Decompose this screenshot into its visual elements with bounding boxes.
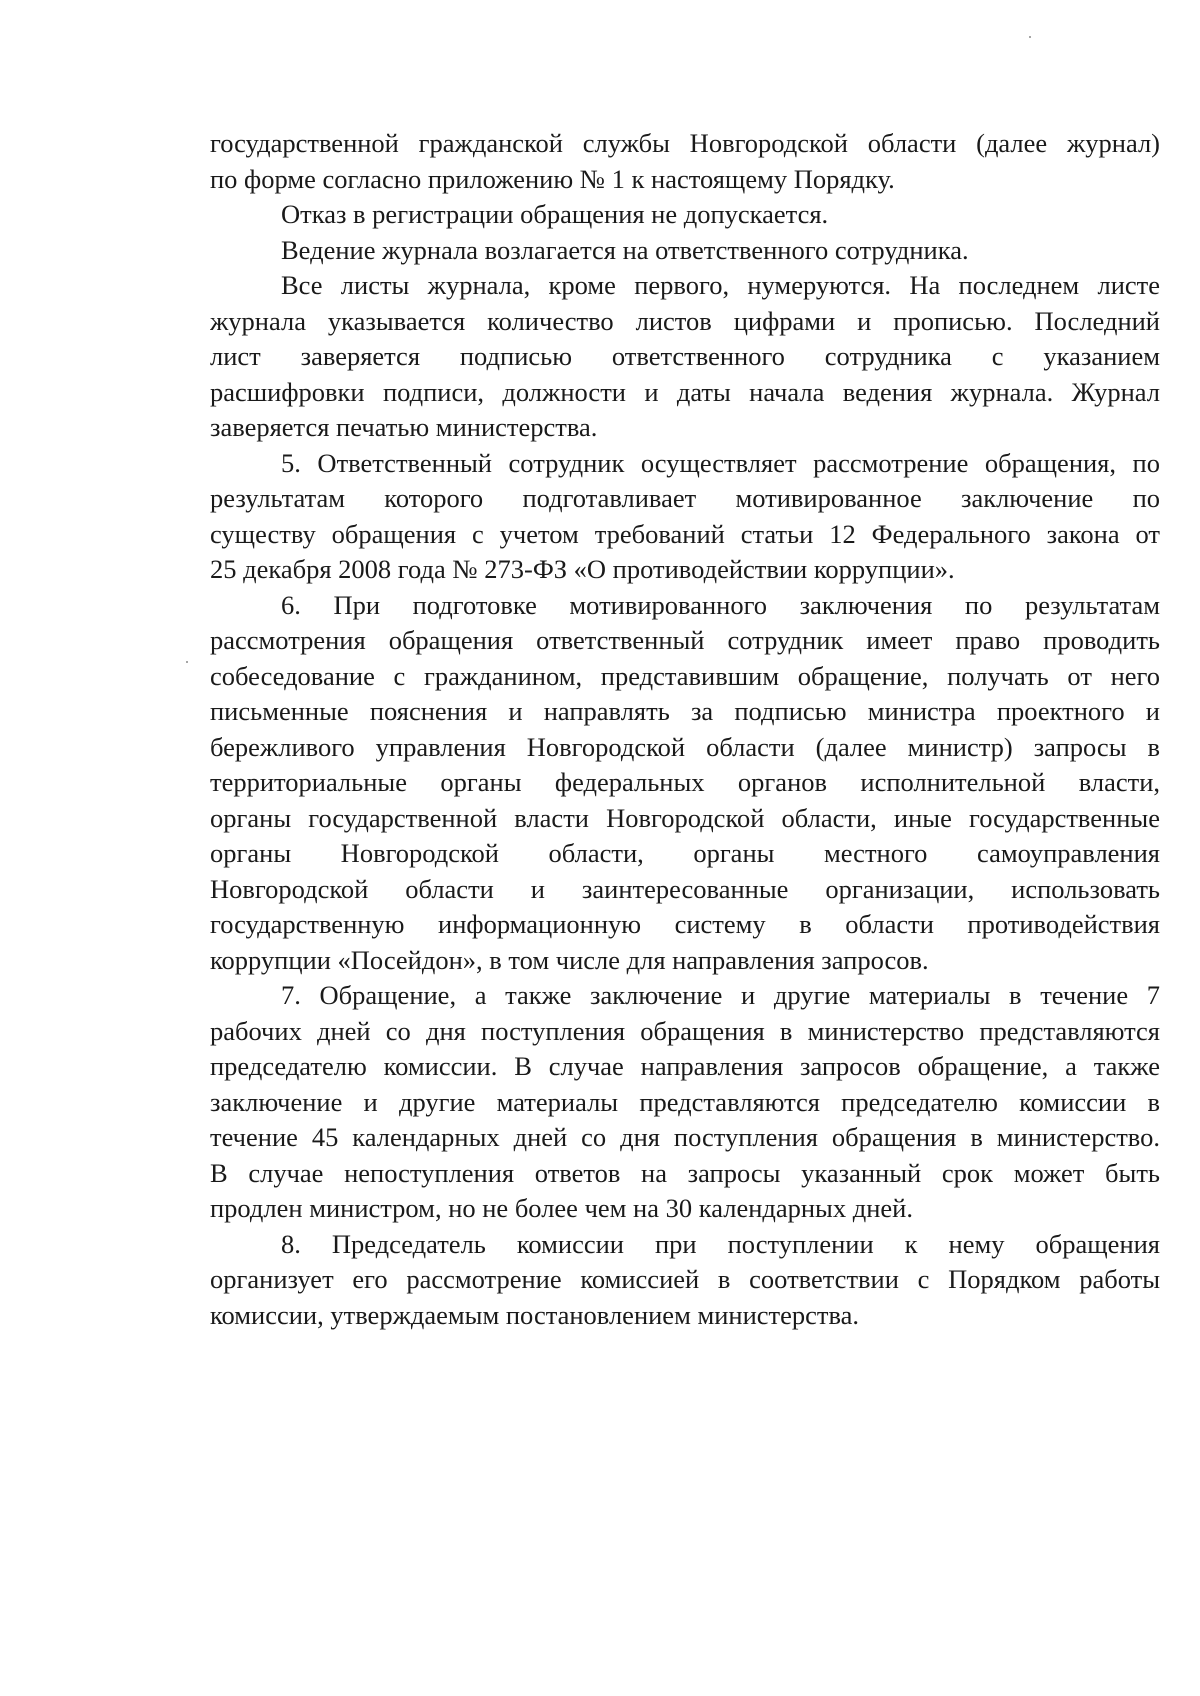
body-line: лист заверяется подписью ответственного сотрудника с указанием (210, 341, 1160, 371)
body-line: результатам которого подготавливает мотивированное заключение по (210, 483, 1160, 513)
paragraph-first-line: Ведение журнала возлагается на ответственного сотрудника. (281, 234, 969, 265)
body-line: течение 45 календарных дней со дня поступления обращения в министерство. (210, 1122, 1160, 1152)
body-line: государственную информационную систему в области противодействия (210, 909, 1160, 939)
body-line: собеседование с гражданином, представившим обращение, получать от него (210, 660, 1160, 691)
body-line: Новгородской области и заинтересованные организации, использовать (210, 873, 1160, 904)
body-line: рабочих дней со дня поступления обращения в министерство представляются (210, 1015, 1160, 1046)
paragraph-first-line: 7. Обращение, а также заключение и другие материалы в течение 7 (281, 980, 1160, 1010)
paragraph-first-line: 6. При подготовке мотивированного заключения по результатам (281, 589, 1160, 620)
body-line: существу обращения с учетом требований статьи 12 Федерального закона от (210, 518, 1160, 549)
body-line: бережливого управления Новгородской области (далее министр) запросы в (210, 731, 1160, 762)
paragraph-first-line: 8. Председатель комиссии при поступлении к нему обращения (281, 1228, 1160, 1259)
body-line: государственной гражданской службы Новгородской области (далее журнал) (210, 128, 1160, 158)
body-line: органы государственной власти Новгородской области, иные государственные (210, 802, 1160, 833)
paragraph-first-line: Отказ в регистрации обращения не допускается. (281, 199, 829, 229)
body-line: коррупции «Посейдон», в том числе для направления запросов. (210, 944, 929, 975)
body-line: органы Новгородской области, органы местного самоуправления (210, 838, 1160, 868)
paragraph-first-line: 5. Ответственный сотрудник осуществляет рассмотрение обращения, по (281, 447, 1160, 478)
body-line: письменные пояснения и направлять за подписью министра проектного и (210, 696, 1160, 726)
paragraph-first-line: Все листы журнала, кроме первого, нумеруются. На последнем листе (281, 270, 1160, 300)
body-line: 25 декабря 2008 года № 273-ФЗ «О противодействии коррупции». (210, 554, 955, 584)
body-line: заключение и другие материалы представляются председателю комиссии в (210, 1086, 1160, 1117)
body-line: В случае непоступления ответов на запросы указанный срок может быть (210, 1157, 1160, 1188)
body-line: по форме согласно приложению № 1 к настоящему Порядку. (210, 163, 895, 194)
body-line: журнала указывается количество листов цифрами и прописью. Последний (210, 305, 1160, 336)
body-line: комиссии, утверждаемым постановлением министерства. (210, 1299, 860, 1330)
body-line: заверяется печатью министерства. (210, 412, 598, 442)
scan-speck (1029, 36, 1031, 38)
body-line: организует его рассмотрение комиссией в соответствии с Порядком работы (210, 1264, 1160, 1294)
body-line: рассмотрения обращения ответственный сотрудник имеет право проводить (210, 625, 1160, 655)
body-line: председателю комиссии. В случае направления запросов обращение, а также (210, 1051, 1160, 1081)
body-line: территориальные органы федеральных органов исполнительной власти, (210, 767, 1160, 797)
scan-speck (186, 661, 188, 663)
document-body (210, 126, 1160, 1333)
body-line: расшифровки подписи, должности и даты начала ведения журнала. Журнал (210, 376, 1160, 407)
body-line: продлен министром, но не более чем на 30 календарных дней. (210, 1193, 913, 1223)
